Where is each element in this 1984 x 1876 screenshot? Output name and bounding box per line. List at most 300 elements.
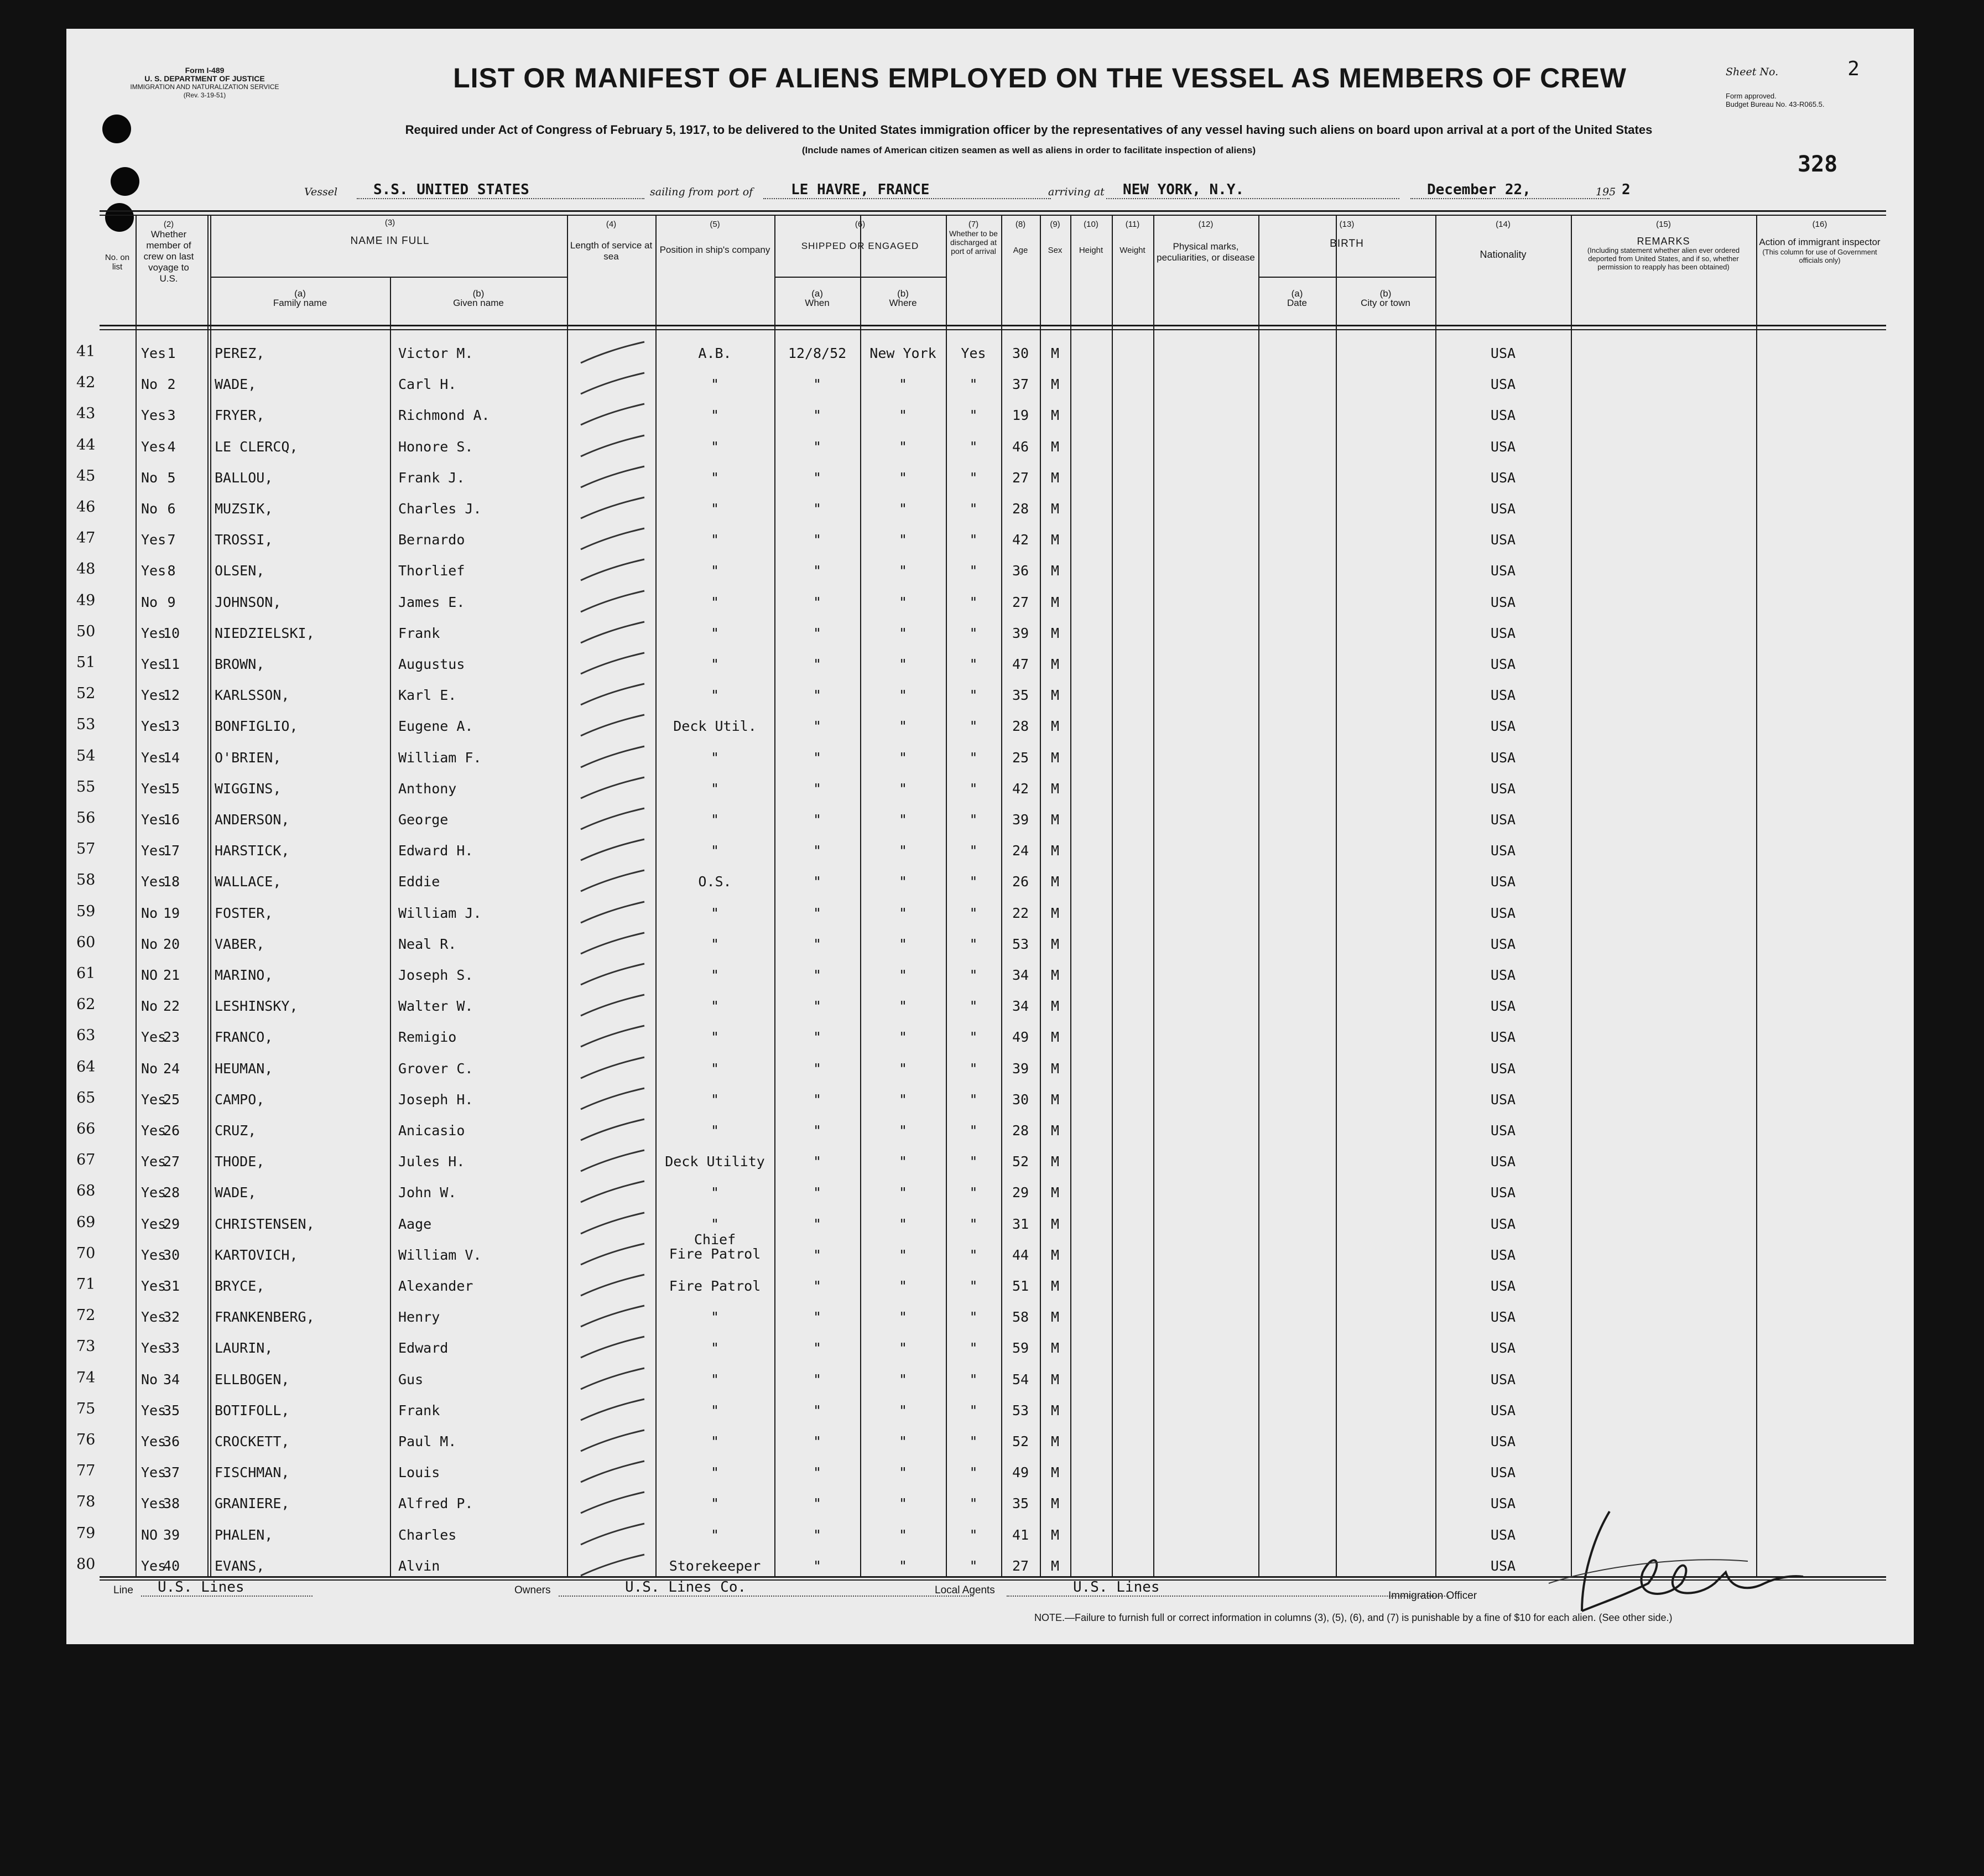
age: 35	[1012, 1495, 1029, 1512]
prior-voyage: Yes	[141, 843, 166, 859]
engaged-when: "	[813, 718, 822, 735]
prior-voyage: Yes	[141, 1215, 166, 1232]
nationality: USA	[1490, 812, 1516, 828]
given-name: Honore S.	[398, 438, 473, 455]
requirement-text: Required under Act of Congress of February 5, 1917, to be delivered to the United States immigration officer by the representatives of any vessel having such aliens on board upon arrival at a port of the United States	[405, 123, 1653, 137]
nationality: USA	[1490, 1557, 1516, 1574]
ship-position: "	[710, 469, 720, 486]
table-row	[66, 432, 1914, 463]
sex: M	[1050, 407, 1060, 424]
table-row	[66, 1333, 1914, 1364]
margin-line-number: 78	[76, 1493, 96, 1511]
prior-voyage: Yes	[141, 1278, 166, 1294]
given-name: James E.	[398, 594, 465, 610]
check-stroke	[581, 497, 644, 518]
punch-hole	[105, 203, 134, 232]
margin-line-number: 59	[76, 902, 96, 920]
col-11-number: (11)	[1125, 220, 1140, 229]
prior-voyage: Yes	[141, 874, 166, 890]
check-mark	[567, 1178, 650, 1209]
age: 26	[1012, 874, 1029, 890]
form-id: Form I-489	[185, 66, 225, 75]
check-stroke	[581, 808, 644, 829]
engaged-when: "	[813, 563, 822, 579]
check-mark	[567, 898, 650, 929]
col-13-number: (13)	[1339, 220, 1355, 229]
col-11-label: Weight	[1119, 246, 1145, 255]
table-row	[66, 960, 1914, 991]
ship-position: "	[710, 376, 720, 393]
margin-line-number: 75	[76, 1400, 96, 1417]
prior-voyage: Yes	[141, 1495, 166, 1512]
margin-line-number: 73	[76, 1338, 96, 1355]
margin-line-number: 56	[76, 809, 96, 827]
ship-position: "	[710, 1184, 720, 1201]
table-rule	[100, 215, 1886, 216]
engaged-where: "	[898, 1091, 908, 1108]
engaged-where: New York	[869, 345, 936, 361]
vessel-name: S.S. UNITED STATES	[357, 181, 644, 199]
check-stroke	[581, 933, 644, 954]
footer-note: NOTE.—Failure to furnish full or correct information in columns (3), (5), (6), and (7) is punishable by a fine of $10 for each alien. (See other side.)	[1034, 1612, 1673, 1623]
discharge-flag: "	[969, 967, 978, 983]
col-name-header	[210, 218, 570, 246]
nationality: USA	[1490, 687, 1516, 704]
engaged-when: "	[813, 594, 822, 610]
check-stroke	[581, 964, 644, 985]
sex: M	[1050, 1402, 1060, 1418]
list-number: 21	[163, 967, 180, 983]
discharge-flag: "	[969, 625, 978, 641]
ship-position: O.S.	[698, 874, 732, 890]
ship-position: "	[710, 749, 720, 766]
col-height-header	[1070, 220, 1112, 255]
discharge-flag: "	[969, 905, 978, 921]
age: 27	[1012, 594, 1029, 610]
form-id-block	[100, 66, 310, 100]
family-name: MARINO,	[215, 967, 273, 983]
family-name: CHRISTENSEN,	[215, 1215, 315, 1232]
given-name: Eugene A.	[398, 718, 473, 735]
family-name: FRANKENBERG,	[215, 1309, 315, 1326]
family-name: ANDERSON,	[215, 812, 290, 828]
nationality: USA	[1490, 1526, 1516, 1543]
check-stroke	[581, 1399, 644, 1420]
nationality: USA	[1490, 1309, 1516, 1326]
check-mark	[567, 1333, 650, 1364]
table-row	[66, 1396, 1914, 1427]
given-name: Eddie	[398, 874, 440, 890]
col-16-number: (16)	[1812, 220, 1827, 229]
nationality: USA	[1490, 1215, 1516, 1232]
ship-position: Deck Utility	[665, 1153, 765, 1170]
check-mark	[567, 588, 650, 619]
check-mark	[567, 1302, 650, 1333]
list-number: 10	[163, 625, 180, 641]
discharge-flag: "	[969, 1184, 978, 1201]
check-stroke	[581, 559, 644, 580]
engaged-when: "	[813, 1402, 822, 1418]
engaged-when: "	[813, 532, 822, 548]
col-8-number: (8)	[1015, 220, 1026, 229]
nationality: USA	[1490, 656, 1516, 672]
prior-voyage: Yes	[141, 1433, 166, 1449]
sex: M	[1050, 594, 1060, 610]
check-stroke	[581, 1213, 644, 1234]
list-number: 38	[163, 1495, 180, 1512]
family-name: TROSSI,	[215, 532, 273, 548]
age: 19	[1012, 407, 1029, 424]
check-stroke	[581, 1026, 644, 1047]
list-number: 34	[163, 1371, 180, 1387]
engaged-where: "	[898, 1153, 908, 1170]
engaged-when: "	[813, 998, 822, 1015]
family-name: BROWN,	[215, 656, 265, 672]
prior-voyage: Yes	[141, 1309, 166, 1326]
engaged-when: "	[813, 843, 822, 859]
prior-voyage: Yes	[141, 1029, 166, 1046]
margin-line-number: 55	[76, 778, 96, 796]
family-name: ELLBOGEN,	[215, 1371, 290, 1387]
col-no-label: No. on list	[105, 253, 130, 272]
check-mark	[567, 805, 650, 836]
age: 54	[1012, 1371, 1029, 1387]
margin-line-number: 52	[76, 685, 96, 703]
table-row	[66, 929, 1914, 960]
age: 41	[1012, 1526, 1029, 1543]
prior-voyage: Yes	[141, 687, 166, 704]
check-stroke	[581, 435, 644, 456]
given-name: Augustus	[398, 656, 465, 672]
age: 42	[1012, 532, 1029, 548]
engaged-where: "	[898, 407, 908, 424]
discharge-flag: "	[969, 563, 978, 579]
sex: M	[1050, 998, 1060, 1015]
ship-position: "	[710, 780, 720, 797]
punch-hole	[102, 115, 131, 143]
check-stroke	[581, 1244, 644, 1265]
margin-line-number: 47	[76, 529, 96, 547]
engaged-when: "	[813, 1060, 822, 1077]
given-name: Alfred P.	[398, 1495, 473, 1512]
line-label: Line	[113, 1584, 133, 1596]
margin-line-number: 66	[76, 1120, 96, 1137]
ship-position: "	[710, 1371, 720, 1387]
form-rev: (Rev. 3-19-51)	[183, 91, 226, 99]
prior-voyage: No	[141, 469, 158, 486]
sex: M	[1050, 1029, 1060, 1046]
table-row	[66, 556, 1914, 587]
table-row	[66, 463, 1914, 494]
check-mark	[567, 370, 650, 401]
prior-voyage: Yes	[141, 1246, 166, 1263]
discharge-flag: "	[969, 874, 978, 890]
sex: M	[1050, 1557, 1060, 1574]
sex: M	[1050, 874, 1060, 890]
given-name: Charles	[398, 1526, 457, 1543]
check-stroke	[581, 373, 644, 394]
family-name: KARTOVICH,	[215, 1246, 298, 1263]
sex: M	[1050, 656, 1060, 672]
engaged-when: "	[813, 874, 822, 890]
nationality: USA	[1490, 936, 1516, 952]
prior-voyage: Yes	[141, 532, 166, 548]
check-stroke	[581, 839, 644, 860]
check-stroke	[581, 1368, 644, 1389]
sex: M	[1050, 718, 1060, 735]
check-stroke	[581, 1555, 644, 1576]
engaged-where: "	[898, 812, 908, 828]
prior-voyage: Yes	[141, 656, 166, 672]
age: 51	[1012, 1278, 1029, 1294]
list-number: 14	[163, 749, 180, 766]
prior-voyage: Yes	[141, 1184, 166, 1201]
ship-position: "	[710, 532, 720, 548]
ship-position: Fire Patrol	[669, 1278, 761, 1294]
given-name: Henry	[398, 1309, 440, 1326]
ship-position: Storekeeper	[669, 1557, 761, 1574]
engaged-when: "	[813, 1029, 822, 1046]
prior-voyage: Yes	[141, 1557, 166, 1574]
discharge-flag: "	[969, 656, 978, 672]
engaged-where: "	[898, 905, 908, 921]
margin-line-number: 48	[76, 560, 96, 578]
age: 52	[1012, 1433, 1029, 1449]
family-name: GRANIERE,	[215, 1495, 290, 1512]
prior-voyage: No	[141, 998, 158, 1015]
ship-position: "	[710, 1091, 720, 1108]
age: 49	[1012, 1464, 1029, 1481]
given-name: William J.	[398, 905, 482, 921]
family-name: CRUZ,	[215, 1123, 257, 1139]
engaged-where: "	[898, 1557, 908, 1574]
table-row	[66, 1458, 1914, 1489]
discharge-flag: "	[969, 780, 978, 797]
nationality: USA	[1490, 438, 1516, 455]
nationality: USA	[1490, 874, 1516, 890]
margin-line-number: 53	[76, 716, 96, 734]
ship-position: "	[710, 594, 720, 610]
ship-position: A.B.	[698, 345, 732, 361]
family-name: PEREZ,	[215, 345, 265, 361]
nationality: USA	[1490, 345, 1516, 361]
table-row	[66, 1085, 1914, 1116]
col-nationality-header	[1435, 220, 1571, 259]
family-name: FRANCO,	[215, 1029, 273, 1046]
engaged-when: "	[813, 1433, 822, 1449]
check-stroke	[581, 1275, 644, 1296]
check-stroke	[581, 528, 644, 549]
owners-label: Owners	[514, 1584, 551, 1596]
list-number: 29	[163, 1215, 180, 1232]
nationality: USA	[1490, 1340, 1516, 1357]
prior-voyage: NO	[141, 1526, 158, 1543]
discharge-flag: "	[969, 501, 978, 517]
engaged-where: "	[898, 1246, 908, 1263]
check-stroke	[581, 1181, 644, 1202]
age: 44	[1012, 1246, 1029, 1263]
nationality: USA	[1490, 563, 1516, 579]
sex: M	[1050, 967, 1060, 983]
table-row	[66, 370, 1914, 401]
col-12-label: Physical marks, peculiarities, or disease	[1157, 241, 1255, 263]
list-number: 36	[163, 1433, 180, 1449]
list-number: 17	[163, 843, 180, 859]
given-name: John W.	[398, 1184, 457, 1201]
sex: M	[1050, 936, 1060, 952]
age: 46	[1012, 438, 1029, 455]
engaged-when: "	[813, 438, 822, 455]
ship-position: "	[710, 1402, 720, 1418]
check-stroke	[581, 1057, 644, 1078]
table-row	[66, 649, 1914, 680]
nationality: USA	[1490, 1278, 1516, 1294]
list-number: 19	[163, 905, 180, 921]
sex: M	[1050, 1184, 1060, 1201]
nationality: USA	[1490, 780, 1516, 797]
ship-position: "	[710, 656, 720, 672]
age: 39	[1012, 625, 1029, 641]
col-inspector-header	[1756, 220, 1883, 264]
prior-voyage: Yes	[141, 1153, 166, 1170]
check-mark	[567, 680, 650, 711]
table-rule	[100, 329, 1886, 330]
year-prefix: 195	[1596, 186, 1616, 198]
sheet-number-block	[1726, 58, 1903, 80]
margin-line-number: 44	[76, 436, 96, 454]
discharge-flag: "	[969, 718, 978, 735]
family-name: MUZSIK,	[215, 501, 273, 517]
margin-line-number: 77	[76, 1462, 96, 1480]
discharge-flag: "	[969, 532, 978, 548]
col-4-number: (4)	[606, 220, 617, 229]
margin-line-number: 49	[76, 591, 96, 609]
given-name: Grover C.	[398, 1060, 473, 1077]
table-row	[66, 774, 1914, 805]
age: 30	[1012, 345, 1029, 361]
discharge-flag: "	[969, 1123, 978, 1139]
margin-line-number: 54	[76, 747, 96, 765]
family-name: WADE,	[215, 1184, 257, 1201]
port-to: NEW YORK, N.Y.	[1106, 181, 1399, 199]
check-mark	[567, 1022, 650, 1053]
sex: M	[1050, 1246, 1060, 1263]
discharge-flag: "	[969, 1402, 978, 1418]
engaged-when: "	[813, 1526, 822, 1543]
table-row	[66, 339, 1914, 370]
engaged-where: "	[898, 501, 908, 517]
check-mark	[567, 929, 650, 960]
list-number: 2	[167, 376, 176, 393]
prior-voyage: Yes	[141, 1340, 166, 1357]
nationality: USA	[1490, 1029, 1516, 1046]
nationality: USA	[1490, 532, 1516, 548]
list-number: 3	[167, 407, 176, 424]
sex: M	[1050, 532, 1060, 548]
col-2-number: (2)	[163, 220, 174, 229]
nationality: USA	[1490, 1495, 1516, 1512]
age: 29	[1012, 1184, 1029, 1201]
family-name: FRYER,	[215, 407, 265, 424]
list-number: 27	[163, 1153, 180, 1170]
given-name: Bernardo	[398, 532, 465, 548]
col-10-number: (10)	[1084, 220, 1098, 229]
age: 28	[1012, 1123, 1029, 1139]
col-8-label: Age	[1013, 246, 1028, 255]
discharge-flag: "	[969, 1557, 978, 1574]
check-mark	[567, 432, 650, 463]
margin-line-number: 50	[76, 622, 96, 640]
engaged-where: "	[898, 438, 908, 455]
engaged-where: "	[898, 1309, 908, 1326]
margin-line-number: 62	[76, 996, 96, 1014]
sex: M	[1050, 376, 1060, 393]
col-4-label: Length of service at sea	[570, 240, 653, 262]
table-row	[66, 588, 1914, 619]
ship-position: "	[710, 998, 720, 1015]
engaged-when: "	[813, 1123, 822, 1139]
engaged-where: "	[898, 1060, 908, 1077]
given-name: Frank	[398, 1402, 440, 1418]
col-6-label: SHIPPED OR ENGAGED	[801, 241, 919, 251]
nationality: USA	[1490, 1433, 1516, 1449]
ship-position: "	[710, 438, 720, 455]
sex: M	[1050, 501, 1060, 517]
check-stroke	[581, 653, 644, 674]
check-stroke	[581, 1088, 644, 1109]
prior-voyage: Yes	[141, 345, 166, 361]
sex: M	[1050, 905, 1060, 921]
col-prev-voyage-header	[138, 220, 199, 284]
margin-line-number: 60	[76, 933, 96, 951]
list-number: 15	[163, 780, 180, 797]
check-mark	[567, 1271, 650, 1302]
prior-voyage: Yes	[141, 438, 166, 455]
discharge-flag: "	[969, 594, 978, 610]
list-number: 7	[167, 532, 176, 548]
engaged-when: "	[813, 1184, 822, 1201]
margin-line-number: 74	[76, 1369, 96, 1386]
engaged-when: "	[813, 407, 822, 424]
nationality: USA	[1490, 594, 1516, 610]
check-mark	[567, 774, 650, 805]
check-mark	[567, 960, 650, 991]
sheet-label: Sheet No.	[1726, 66, 1779, 78]
nationality: USA	[1490, 625, 1516, 641]
discharge-flag: "	[969, 1433, 978, 1449]
engaged-where: "	[898, 967, 908, 983]
col-14-number: (14)	[1496, 220, 1511, 229]
prior-voyage: No	[141, 1371, 158, 1387]
margin-line-number: 63	[76, 1027, 96, 1044]
engaged-where: "	[898, 843, 908, 859]
margin-line-number: 43	[76, 405, 96, 423]
ship-position: "	[710, 1060, 720, 1077]
list-number: 25	[163, 1091, 180, 1108]
prior-voyage: No	[141, 501, 158, 517]
check-mark	[567, 991, 650, 1022]
sex: M	[1050, 1464, 1060, 1481]
col-12-number: (12)	[1198, 220, 1214, 229]
margin-line-number: 79	[76, 1524, 96, 1542]
check-mark	[567, 1116, 650, 1147]
margin-line-number: 67	[76, 1151, 96, 1169]
col-16-label: Action of immigrant inspector	[1759, 237, 1881, 247]
ship-position: "	[710, 1029, 720, 1046]
given-name: Joseph H.	[398, 1091, 473, 1108]
table-row	[66, 1209, 1914, 1240]
check-stroke	[581, 591, 644, 612]
